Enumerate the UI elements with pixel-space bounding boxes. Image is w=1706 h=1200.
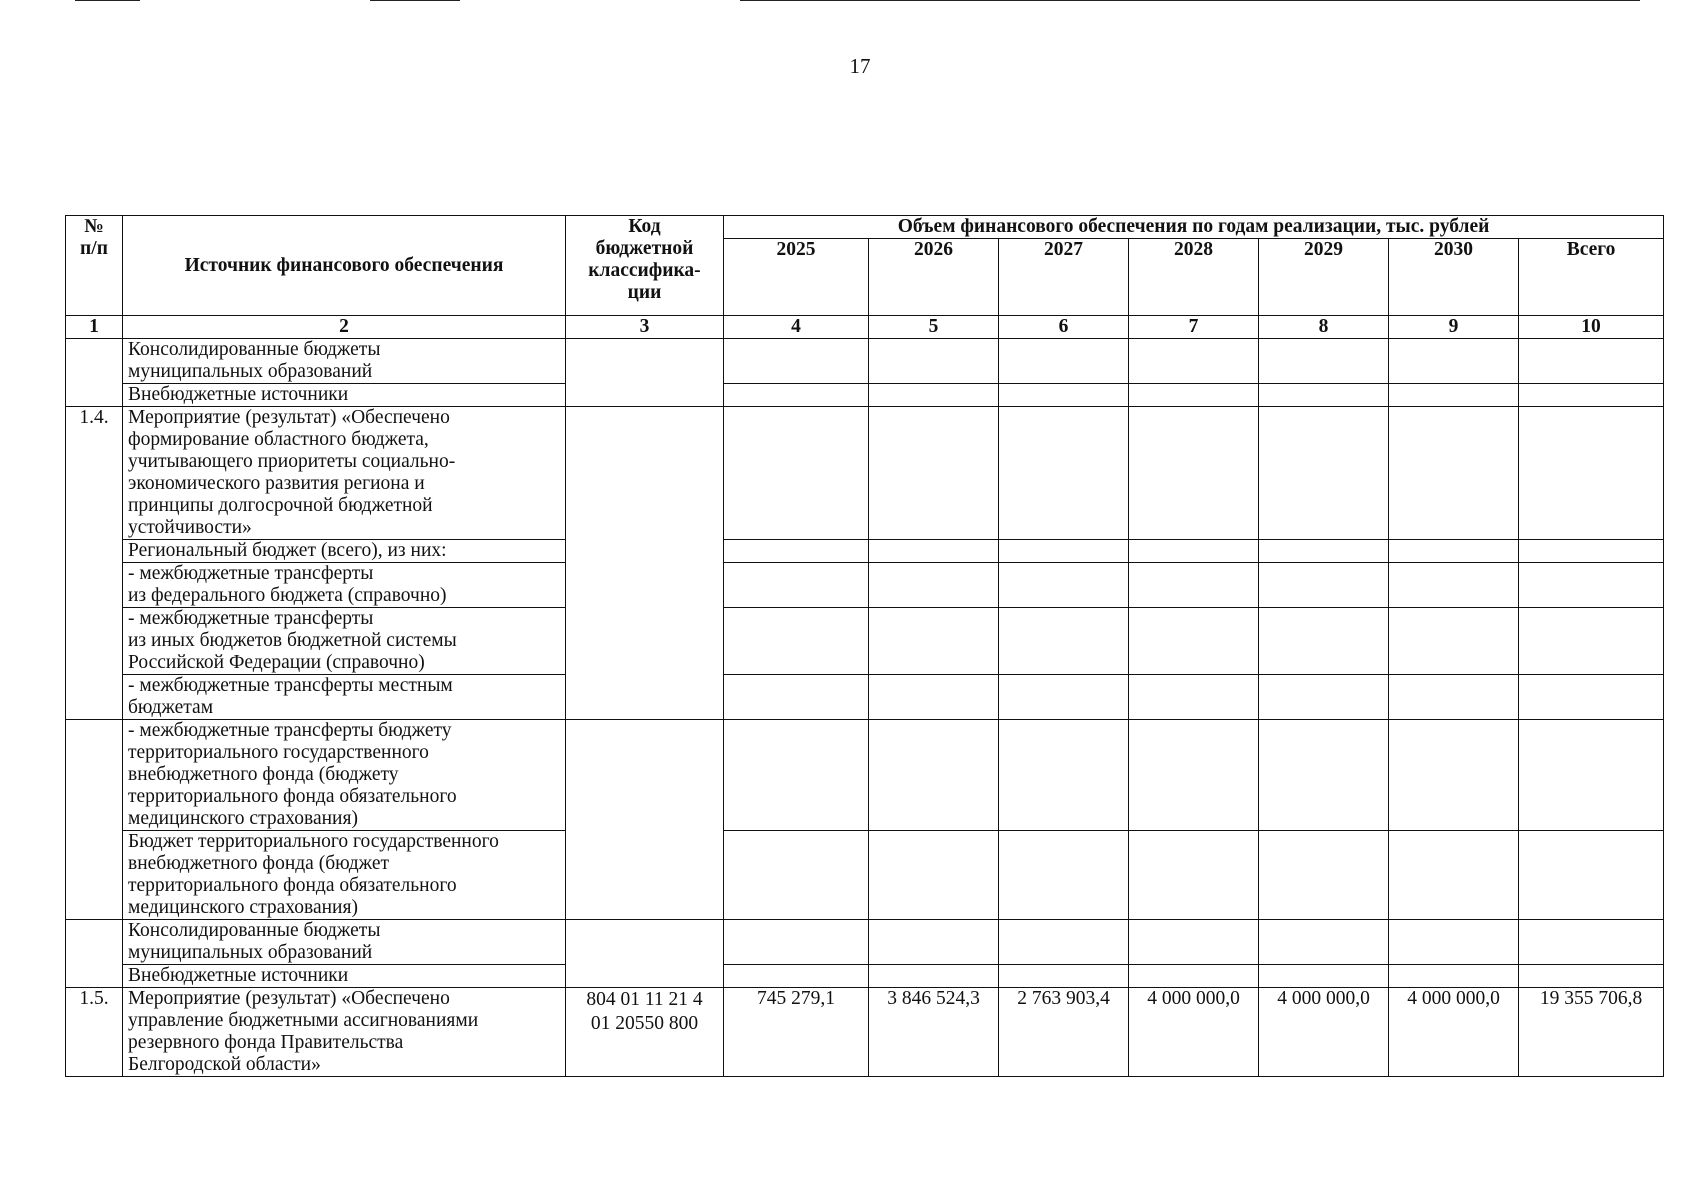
value-cell xyxy=(1129,407,1259,540)
value-cell xyxy=(999,540,1129,563)
value-cell xyxy=(1519,384,1664,407)
value-cell xyxy=(999,920,1129,965)
table-row xyxy=(66,988,1664,1077)
value-cell xyxy=(1129,384,1259,407)
column-numbers-row xyxy=(66,316,1664,339)
table-row xyxy=(66,407,1664,540)
column-number: 1 xyxy=(66,316,123,339)
value-cell xyxy=(1389,608,1519,675)
column-number: 3 xyxy=(566,316,724,339)
row-num xyxy=(66,920,123,988)
value-cell xyxy=(1389,920,1519,965)
value-cell xyxy=(1259,407,1389,540)
value-cell xyxy=(999,384,1129,407)
value-cell xyxy=(999,563,1129,608)
value-cell xyxy=(1259,384,1389,407)
row-code xyxy=(566,720,724,920)
value-cell xyxy=(1519,720,1664,831)
value-cell xyxy=(999,965,1129,988)
table-row xyxy=(66,920,1664,965)
financial-table xyxy=(65,215,1664,1077)
row-source: Консолидированные бюджеты муниципальных образований xyxy=(123,339,566,384)
row-source: Региональный бюджет (всего), из них: xyxy=(123,540,566,563)
row-source: - межбюджетные трансферты бюджету территориального государственного внебюджетного фонда (бюджету территориального фонда обязательного медицинского страхования) xyxy=(123,720,566,831)
value-cell xyxy=(869,563,999,608)
value-cell xyxy=(724,965,869,988)
value-cell xyxy=(724,920,869,965)
header-year-2025: 2025 xyxy=(724,239,869,316)
header-num: № п/п xyxy=(66,216,123,316)
value-cell xyxy=(724,540,869,563)
value-cell xyxy=(1389,407,1519,540)
value-2026: 3 846 524,3 xyxy=(869,988,999,1077)
row-code xyxy=(566,407,724,720)
value-cell xyxy=(999,831,1129,920)
value-cell xyxy=(1519,920,1664,965)
column-number: 4 xyxy=(724,316,869,339)
value-2029: 4 000 000,0 xyxy=(1259,988,1389,1077)
header-total: Всего xyxy=(1519,239,1664,316)
value-cell xyxy=(724,339,869,384)
value-cell xyxy=(1259,920,1389,965)
value-cell xyxy=(1259,675,1389,720)
value-cell xyxy=(869,407,999,540)
column-number: 7 xyxy=(1129,316,1259,339)
value-cell xyxy=(1259,720,1389,831)
value-cell xyxy=(1129,965,1259,988)
value-cell xyxy=(1129,675,1259,720)
value-cell xyxy=(1129,920,1259,965)
value-cell xyxy=(724,384,869,407)
row-code xyxy=(566,920,724,988)
value-cell xyxy=(1129,608,1259,675)
table-row xyxy=(66,720,1664,831)
table-row xyxy=(66,339,1664,384)
value-cell xyxy=(1259,339,1389,384)
value-cell xyxy=(1389,540,1519,563)
table-row xyxy=(66,608,1664,675)
top-rule-left xyxy=(75,0,140,1)
value-cell xyxy=(1519,965,1664,988)
column-number: 9 xyxy=(1389,316,1519,339)
value-cell xyxy=(1389,563,1519,608)
value-cell xyxy=(724,831,869,920)
value-cell xyxy=(1129,831,1259,920)
value-cell xyxy=(724,407,869,540)
value-cell xyxy=(1519,540,1664,563)
value-cell xyxy=(999,720,1129,831)
header-year-2028: 2028 xyxy=(1129,239,1259,316)
table-row xyxy=(66,965,1664,988)
row-source: Бюджет территориального государственного внебюджетного фонда (бюджет территориального фонда обязательного медицинского страхования) xyxy=(123,831,566,920)
row-source: Консолидированные бюджеты муниципальных образований xyxy=(123,920,566,965)
value-cell xyxy=(1519,563,1664,608)
value-2030: 4 000 000,0 xyxy=(1389,988,1519,1077)
value-cell xyxy=(1519,339,1664,384)
value-total: 19 355 706,8 xyxy=(1519,988,1664,1077)
value-cell xyxy=(1129,540,1259,563)
row-source: - межбюджетные трансферты из федерального бюджета (справочно) xyxy=(123,563,566,608)
value-cell xyxy=(724,608,869,675)
value-cell xyxy=(1259,608,1389,675)
value-cell xyxy=(869,608,999,675)
row-num: 1.5. xyxy=(66,988,123,1077)
row-num: 1.4. xyxy=(66,407,123,720)
row-source: Внебюджетные источники xyxy=(123,965,566,988)
value-cell xyxy=(1519,831,1664,920)
header-year-2030: 2030 xyxy=(1389,239,1519,316)
row-source: - межбюджетные трансферты из иных бюджетов бюджетной системы Российской Федерации (справочно) xyxy=(123,608,566,675)
value-2028: 4 000 000,0 xyxy=(1129,988,1259,1077)
column-number: 5 xyxy=(869,316,999,339)
value-cell xyxy=(869,720,999,831)
row-source: - межбюджетные трансферты местным бюджетам xyxy=(123,675,566,720)
value-cell xyxy=(724,563,869,608)
value-cell xyxy=(1259,831,1389,920)
value-cell xyxy=(1389,831,1519,920)
value-cell xyxy=(869,965,999,988)
row-code: 804 01 11 21 4 01 20550 800 xyxy=(566,988,724,1077)
row-num xyxy=(66,720,123,920)
value-cell xyxy=(1259,540,1389,563)
value-2027: 2 763 903,4 xyxy=(999,988,1129,1077)
value-cell xyxy=(1389,384,1519,407)
page-number: 17 xyxy=(849,54,871,78)
header-volume: Объем финансового обеспечения по годам реализации, тыс. рублей xyxy=(724,216,1664,239)
top-rule-right xyxy=(740,0,1640,1)
value-cell xyxy=(1129,720,1259,831)
value-cell xyxy=(724,675,869,720)
value-cell xyxy=(869,675,999,720)
column-number: 2 xyxy=(123,316,566,339)
value-cell xyxy=(1519,675,1664,720)
header-source: Источник финансового обеспечения xyxy=(123,216,566,316)
value-cell xyxy=(869,339,999,384)
column-number: 6 xyxy=(999,316,1129,339)
value-cell xyxy=(869,920,999,965)
column-number: 8 xyxy=(1259,316,1389,339)
value-cell xyxy=(1389,965,1519,988)
value-2025: 745 279,1 xyxy=(724,988,869,1077)
table-row xyxy=(66,540,1664,563)
table-row xyxy=(66,384,1664,407)
header-year-2029: 2029 xyxy=(1259,239,1389,316)
value-cell xyxy=(1259,965,1389,988)
value-cell xyxy=(999,675,1129,720)
table-row xyxy=(66,675,1664,720)
value-cell xyxy=(1519,407,1664,540)
value-cell xyxy=(869,831,999,920)
top-rule-mid xyxy=(370,0,460,1)
table-row xyxy=(66,831,1664,920)
header-year-2027: 2027 xyxy=(999,239,1129,316)
row-source: Мероприятие (результат) «Обеспечено формирование областного бюджета, учитывающего приоритеты социально- экономического развития региона и принципы долгосрочной бюджетной устойчивости» xyxy=(123,407,566,540)
value-cell xyxy=(999,407,1129,540)
value-cell xyxy=(1519,608,1664,675)
value-cell xyxy=(1129,563,1259,608)
value-cell xyxy=(999,339,1129,384)
table-row xyxy=(66,563,1664,608)
column-number: 10 xyxy=(1519,316,1664,339)
value-cell xyxy=(1389,720,1519,831)
row-source: Внебюджетные источники xyxy=(123,384,566,407)
value-cell xyxy=(1259,563,1389,608)
value-cell xyxy=(999,608,1129,675)
value-cell xyxy=(1129,339,1259,384)
row-source: Мероприятие (результат) «Обеспечено управление бюджетными ассигнованиями резервного фонда Правительства Белгородской области» xyxy=(123,988,566,1077)
header-year-2026: 2026 xyxy=(869,239,999,316)
value-cell xyxy=(724,720,869,831)
value-cell xyxy=(869,384,999,407)
row-num xyxy=(66,339,123,407)
row-code xyxy=(566,339,724,407)
header-code: Код бюджетной классифика- ции xyxy=(566,216,724,316)
value-cell xyxy=(869,540,999,563)
value-cell xyxy=(1389,675,1519,720)
value-cell xyxy=(1389,339,1519,384)
